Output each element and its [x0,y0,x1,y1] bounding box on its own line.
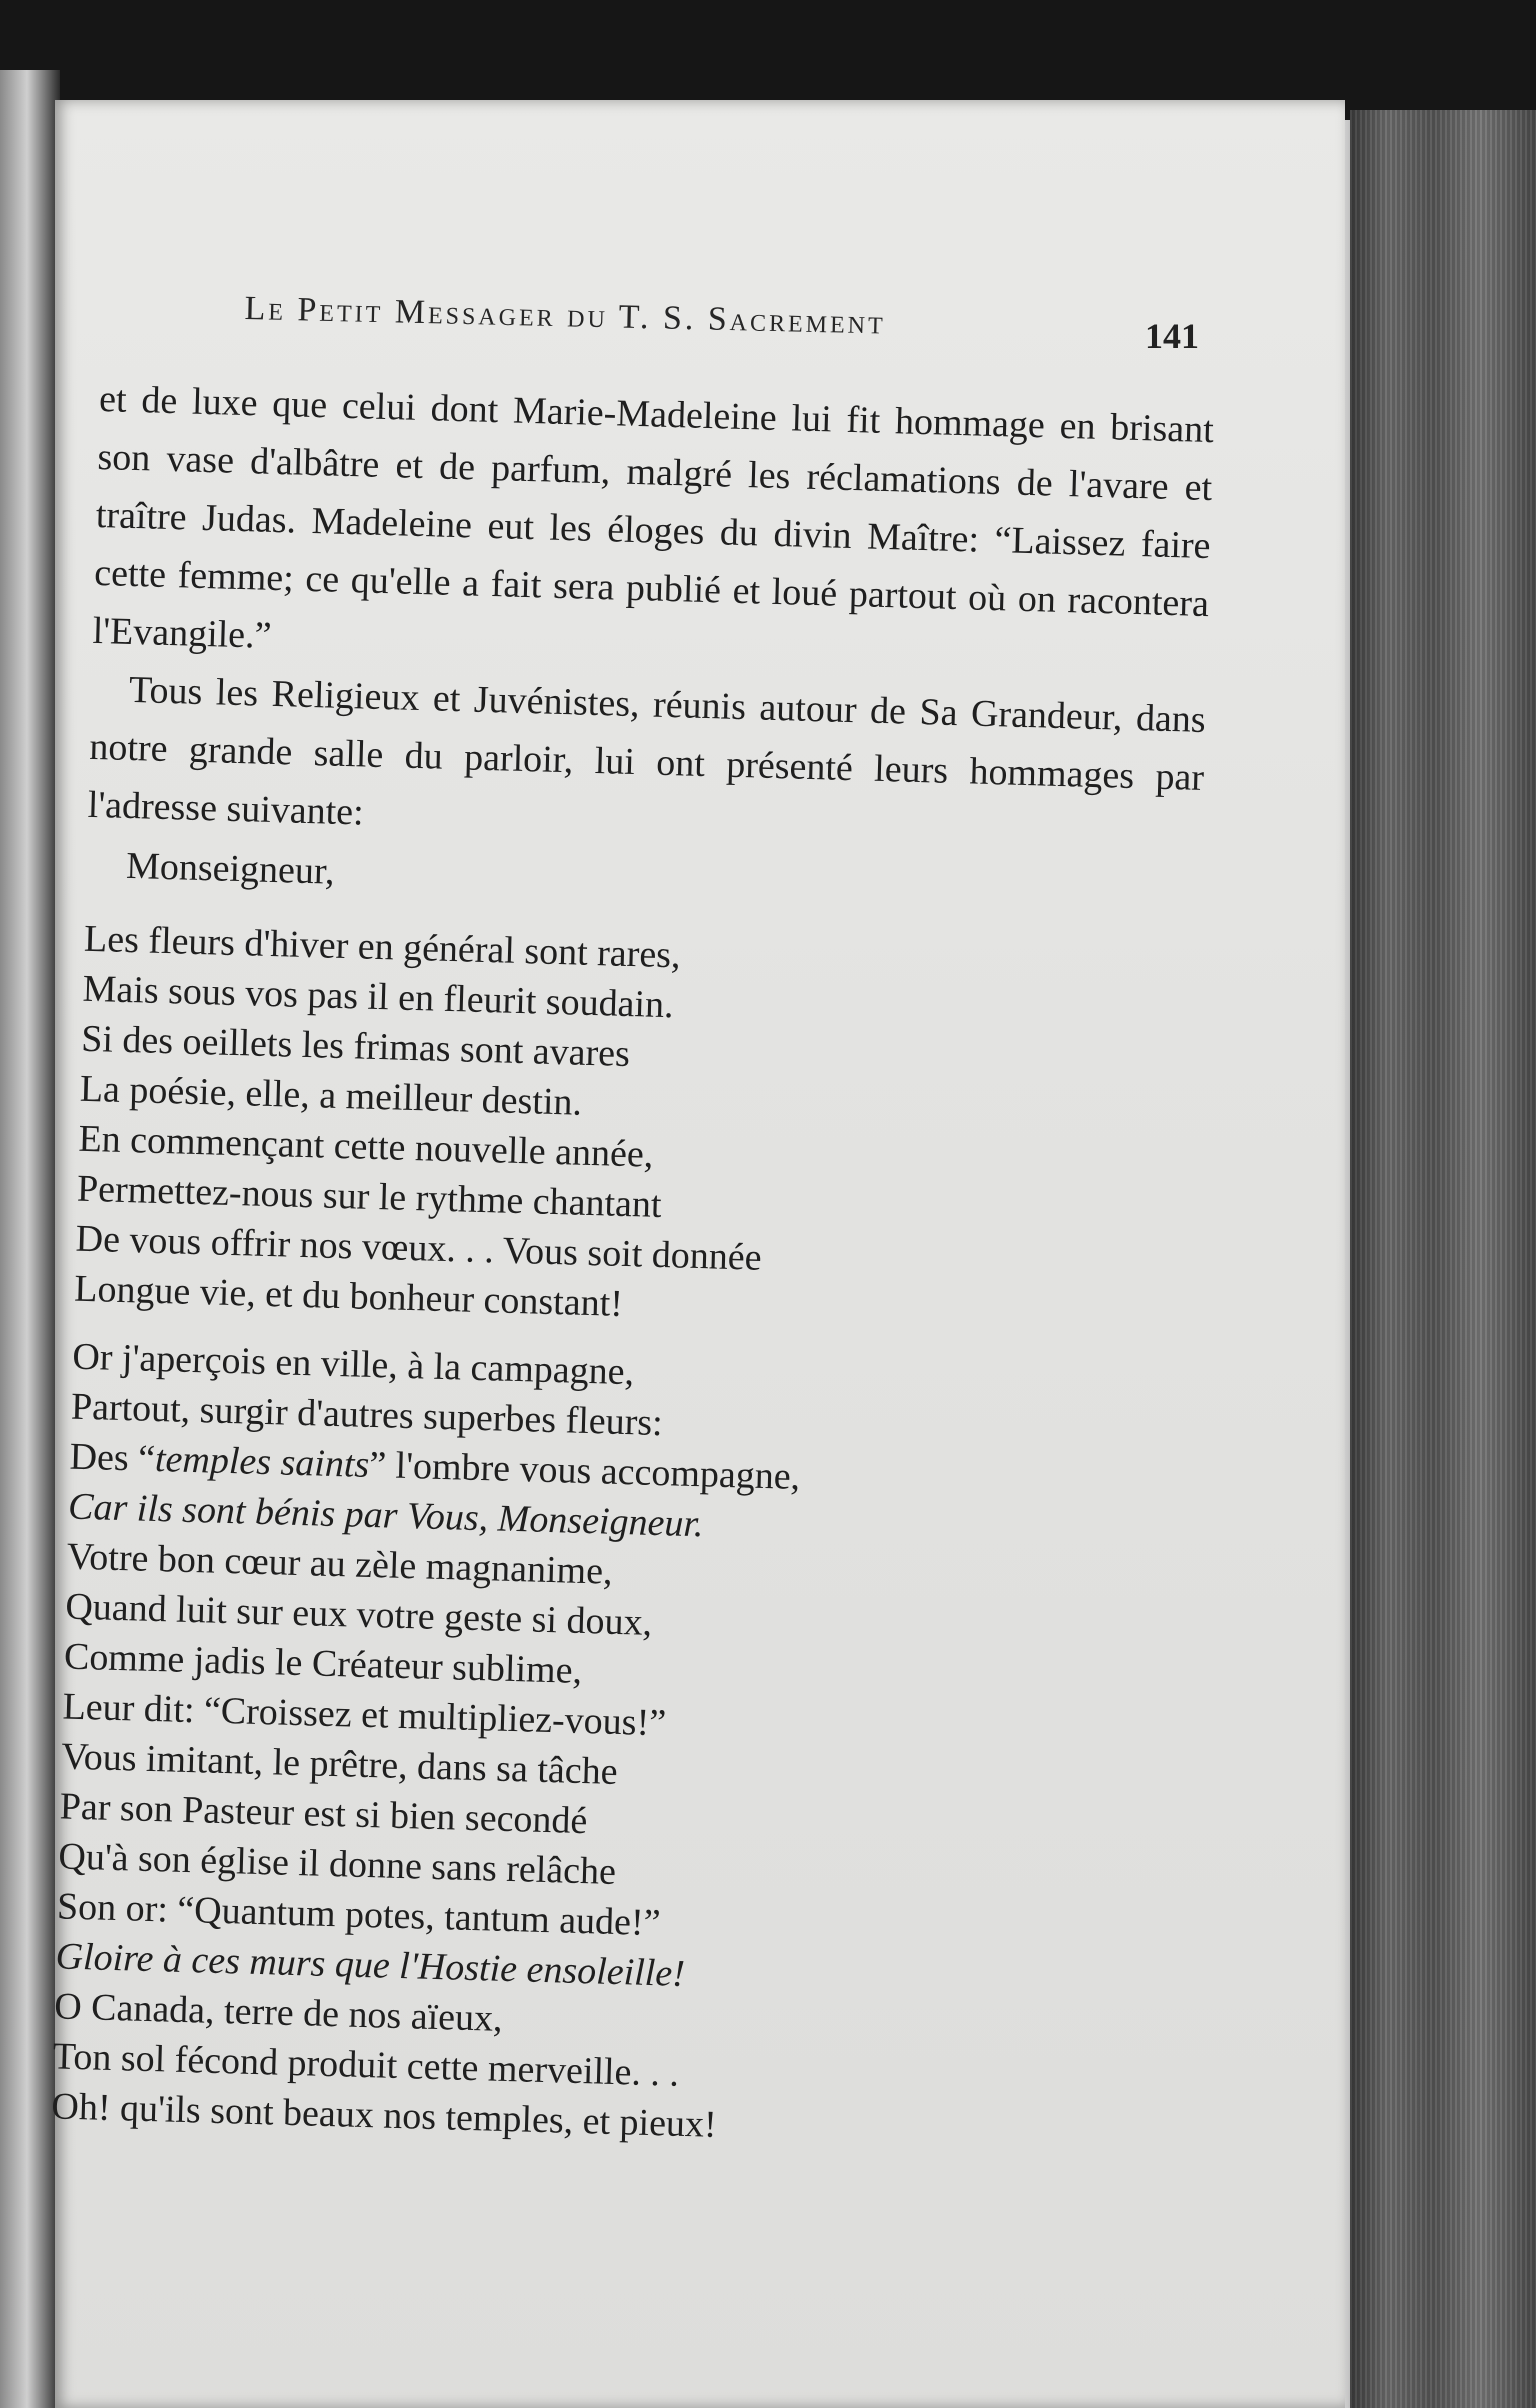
book-page [50,100,1345,2408]
verse-line: Or j'aperçois en ville, à la campagne, [71,1335,635,1394]
verse-line: Vous imitant, le prêtre, dans sa tâche [60,1735,619,1793]
poem-stanza-1 [74,914,1200,1345]
verse-line: Ton sol fécond produit cette merveille. . . [52,2035,680,2095]
verse-italic-text: temples saints [154,1437,370,1486]
verse-line-italic: Car ils sont bénis par Vous, Monseigneur. [67,1485,705,1546]
verse-line: Oh! qu'ils sont beaux nos temples, et pieux! [50,2085,718,2146]
verse-line: Votre bon cœur au zèle magnanime, [66,1535,614,1593]
verse-line: Les fleurs d'hiver en général sont rares, [83,917,682,977]
verse-line: Partout, surgir d'autres superbes fleurs: [70,1385,664,1445]
verse-line: Quand luit sur eux votre geste si doux, [64,1585,653,1644]
page-number: 141 [1145,316,1199,356]
paragraph-2: Tous les Religieux et Juvénistes, réunis autour de Sa Grandeur, dans notre grande salle du parloir, lui ont présenté leurs hommages par l'adresse suivante: [87,668,1207,834]
verse-line: Comme jadis le Créateur sublime, [63,1635,583,1692]
page-block-edges [1350,110,1536,2408]
verse-line: Permettez-nous sur le rythme chantant [76,1167,663,1226]
verse-line: O Canada, terre de nos aïeux, [53,1985,504,2040]
verse-line-italic: Gloire à ces murs que l'Hostie ensoleille! [55,1935,686,1995]
verse-line: Mais sous vos pas il en fleurit soudain. [82,967,675,1027]
verse-line: La poésie, elle, a meilleur destin. [79,1067,583,1124]
verse-line: En commençant cette nouvelle année, [77,1117,654,1176]
verse-line: Longue vie, et du bonheur constant! [73,1267,624,1325]
verse-line: Son or: “Quantum potes, tantum aude!” [56,1885,662,1945]
poem-stanza-2 [51,1332,1188,2163]
verse-line: Si des oeillets les frimas sont avares [80,1017,631,1076]
verse-line: Leur dit: “Croissez et multipliez-vous!” [62,1685,667,1745]
running-head: Le Petit Messager du T. S. Sacrement [244,290,887,342]
verse-line: Par son Pasteur est si bien secondé [59,1785,588,1843]
paragraph-1: et de luxe que celui dont Marie-Madeleine lui fit hommage en brisant son vase d'albâtre et de parfum, malgré les réclamations de l'avare et traître Judas. Madeleine eut les éloges du divin Maître: “Laissez faire cette femme; ce qu'elle a fait sera publié et loué partout où on racontera l'Evangile.” [92,377,1215,657]
verse-text: Des “ [69,1435,156,1480]
previous-page-edge [0,70,60,2408]
verse-text: ” l'ombre vous accompagne, [368,1443,801,1498]
page-body [50,370,1214,2180]
verse-line: Qu'à son église il donne sans relâche [57,1835,617,1893]
verse-line: De vous offrir nos vœux. . . Vous soit donnée [75,1217,763,1279]
salutation: Monseigneur, [125,844,336,893]
